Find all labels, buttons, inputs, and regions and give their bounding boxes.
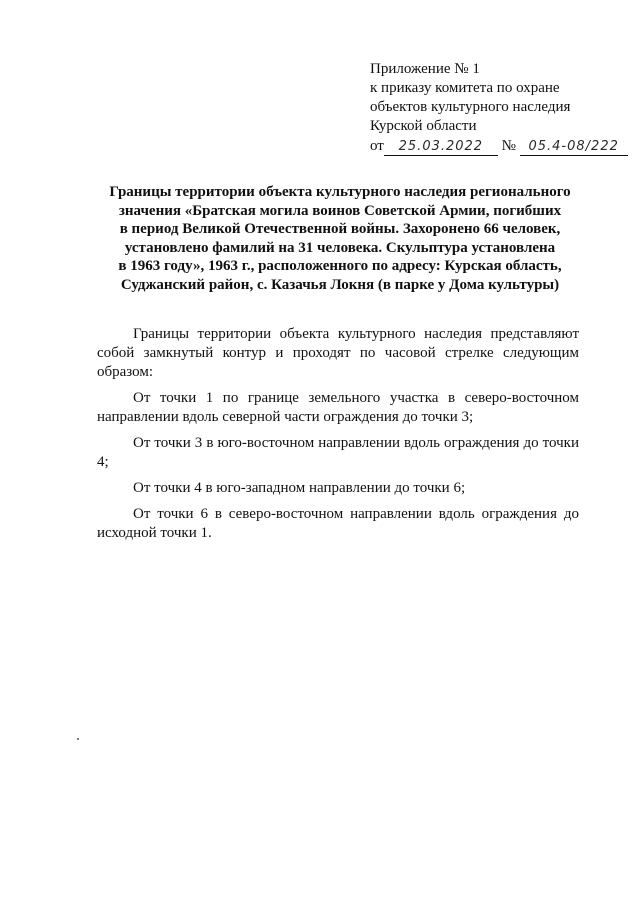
title-line: в 1963 году», 1963 г., расположенного по адресу: Курская область,	[118, 258, 562, 275]
annex-date-number-line	[370, 137, 625, 156]
scan-speck	[77, 738, 79, 740]
handwritten-date	[384, 138, 498, 156]
body-paragraph-intro: Границы территории объекта культурного наследия представляют собой замкнутый контур и проходят по часовой стрелке следующим образом:	[97, 326, 579, 380]
handwritten-number-text: 05.4-08/222	[528, 139, 619, 154]
title-line: установлено фамилий на 31 человека. Скульптура установлена	[124, 239, 556, 256]
handwritten-number	[520, 138, 628, 156]
body-paragraph-point-1: От точки 1 по границе земельного участка в северо-восточном направлении вдоль северной части ограждения до точки 3;	[97, 390, 579, 425]
annex-region-line: Курской области	[370, 118, 477, 134]
title-line: значения «Братская могила воинов Советской Армии, погибших	[118, 202, 562, 219]
number-label: №	[501, 138, 516, 154]
body-paragraph-point-4: От точки 4 в юго-западном направлении до точки 6;	[133, 480, 466, 496]
title-line: Суджанский район, с. Казачья Локня (в парке у Дома культуры)	[120, 276, 560, 293]
from-label: от	[370, 138, 384, 154]
document-body	[97, 325, 579, 550]
title-line: Границы территории объекта культурного наследия регионального	[109, 184, 571, 200]
body-paragraph-point-3: От точки 3 в юго-восточном направлении вдоль ограждения до точки 4;	[97, 435, 579, 470]
annex-header	[370, 60, 625, 156]
annex-title: Приложение № 1	[370, 61, 480, 77]
handwritten-date-text: 25.03.2022	[398, 139, 484, 154]
document-title	[80, 183, 600, 295]
annex-order-line: к приказу комитета по охране	[370, 80, 560, 96]
body-paragraph-point-6: От точки 6 в северо-восточном направлении вдоль ограждения до исходной точки 1.	[97, 506, 579, 541]
annex-committee-line: объектов культурного наследия	[370, 99, 571, 115]
title-line: в период Великой Отечественной войны. Захоронено 66 человек,	[119, 221, 561, 238]
